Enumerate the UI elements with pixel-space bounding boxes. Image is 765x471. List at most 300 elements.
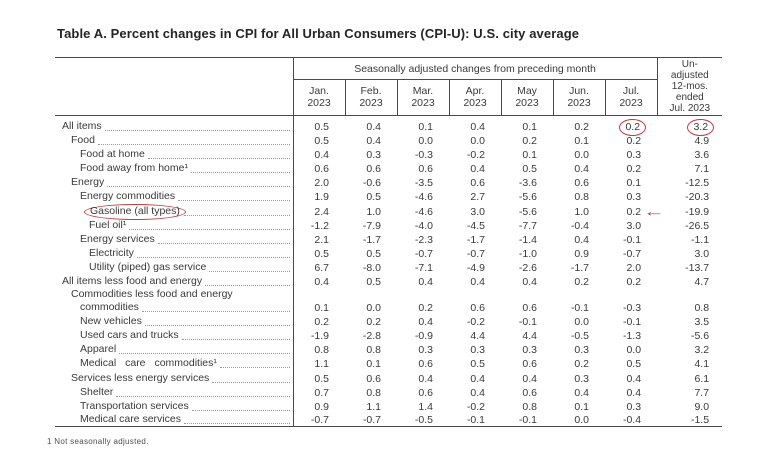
value-cell-12mo (657, 203, 722, 217)
unadjusted-column-header: Un- adjusted 12-mos. ended Jul. 2023 (657, 58, 722, 116)
row-label-text: All items less food and energy (62, 275, 203, 288)
value-cell (605, 274, 657, 288)
table-row (55, 260, 722, 274)
dot-leader (184, 423, 290, 424)
value-text: 0.4 (366, 135, 381, 148)
table-body (55, 116, 722, 427)
value-text: -4.6 (414, 191, 433, 204)
month-header: Apr. 2023 (449, 80, 501, 116)
value-cell-12mo (657, 314, 722, 328)
value-cell (345, 356, 397, 370)
value-text: -4.9 (466, 261, 485, 274)
value-cell (605, 133, 657, 147)
row-label (55, 356, 293, 370)
value-cell (449, 288, 501, 314)
value-cell (553, 385, 605, 399)
value-cell (501, 399, 553, 413)
value-cell-12mo (657, 413, 722, 427)
value-text: 0.5 (522, 163, 537, 176)
value-text: 1.0 (366, 205, 381, 218)
value-text: -5.6 (518, 205, 537, 218)
table-row (55, 399, 722, 413)
value-text: 0.2 (574, 358, 589, 371)
value-cell (397, 189, 449, 203)
value-text: 0.7 (314, 386, 329, 399)
value-text: -1.9 (310, 330, 329, 343)
value-cell (397, 328, 449, 342)
value-cell (501, 116, 553, 134)
value-cell-12mo (657, 133, 722, 147)
value-cell (553, 356, 605, 370)
value-text: 3.2 (694, 344, 710, 357)
value-cell (501, 288, 553, 314)
value-text: 6.7 (314, 261, 329, 274)
row-label-text: Food (71, 134, 95, 147)
value-text: 4.4 (522, 330, 537, 343)
value-text: 0.5 (314, 247, 329, 260)
value-cell (293, 399, 345, 413)
table-row (55, 274, 722, 288)
value-cell (605, 218, 657, 232)
table-row (55, 232, 722, 246)
value-cell-12mo (657, 147, 722, 161)
value-cell (553, 218, 605, 232)
value-text: 4.4 (470, 330, 485, 343)
value-text: 0.4 (418, 316, 433, 329)
value-text: 0.6 (314, 163, 329, 176)
value-text: -0.1 (622, 233, 642, 246)
value-text: -19.9 (685, 205, 710, 218)
dot-leader (182, 339, 290, 340)
value-text: 0.0 (574, 414, 589, 427)
value-cell (345, 370, 397, 384)
value-text: 0.2 (314, 316, 329, 329)
dot-leader (145, 325, 290, 326)
value-cell (345, 232, 397, 246)
value-text: 0.5 (626, 358, 642, 371)
value-cell (345, 147, 397, 161)
value-text: 0.1 (626, 177, 642, 190)
value-text: 0.0 (626, 344, 642, 357)
value-cell (449, 413, 501, 427)
value-cell-12mo (657, 274, 722, 288)
row-label (55, 203, 293, 217)
value-text: 3.0 (470, 205, 485, 218)
value-text: -1.1 (690, 233, 710, 246)
value-text: -2.8 (362, 330, 381, 343)
value-text: 0.6 (418, 358, 433, 371)
table-row (55, 328, 722, 342)
value-cell-12mo (657, 399, 722, 413)
value-cell-12mo (657, 218, 722, 232)
table-row (55, 133, 722, 147)
value-text: -0.4 (570, 219, 589, 232)
value-text: 0.9 (314, 400, 329, 413)
value-cell-12mo (657, 356, 722, 370)
value-text: 0.2 (522, 135, 537, 148)
value-text: 0.5 (314, 135, 329, 148)
value-text: -8.0 (362, 261, 381, 274)
value-cell (345, 246, 397, 260)
value-cell (605, 161, 657, 175)
value-text: 0.8 (694, 302, 710, 315)
value-cell (397, 260, 449, 274)
month-header: Jun. 2023 (553, 80, 605, 116)
value-cell (345, 189, 397, 203)
value-text: 0.1 (418, 121, 433, 133)
row-label-text: Commodities less food and energy (71, 288, 233, 301)
value-cell (501, 260, 553, 274)
row-label (55, 116, 293, 134)
value-cell (553, 260, 605, 274)
table-row (55, 246, 722, 260)
value-cell (345, 385, 397, 399)
value-text: 0.3 (626, 400, 642, 413)
row-label (55, 274, 293, 288)
value-cell (293, 314, 345, 328)
stub-header-cell (55, 58, 293, 116)
value-cell (605, 288, 657, 314)
value-cell (605, 232, 657, 246)
value-cell (501, 147, 553, 161)
value-text: 0.8 (574, 191, 589, 204)
value-text: 0.1 (574, 135, 589, 148)
value-cell (449, 342, 501, 356)
row-label-text: Medical care commodities¹ (80, 357, 217, 370)
value-cell (501, 232, 553, 246)
row-label (55, 189, 293, 203)
value-cell (605, 356, 657, 370)
value-text: 2.0 (314, 177, 329, 190)
footnote: 1 Not seasonally adjusted. (47, 437, 149, 446)
value-cell (553, 175, 605, 189)
value-text: -7.7 (518, 219, 537, 232)
value-text: 0.4 (574, 163, 589, 176)
row-label (55, 288, 293, 314)
value-text: 0.5 (366, 247, 381, 260)
value-cell (345, 288, 397, 314)
value-cell (501, 161, 553, 175)
value-text: 0.8 (366, 386, 381, 399)
month-header: Jul. 2023 (605, 80, 657, 116)
value-cell (345, 342, 397, 356)
value-cell (501, 314, 553, 328)
dot-leader (192, 410, 290, 411)
value-cell (449, 260, 501, 274)
value-cell (501, 203, 553, 217)
value-text: -0.7 (414, 247, 433, 260)
value-cell (449, 385, 501, 399)
value-text: 0.4 (522, 372, 537, 385)
month-header: Mar. 2023 (397, 80, 449, 116)
value-text: 0.8 (522, 400, 537, 413)
table-row (55, 203, 722, 217)
value-text: 0.4 (522, 276, 537, 289)
table-row (55, 218, 722, 232)
value-text: 4.9 (694, 135, 710, 148)
month-header: Feb. 2023 (345, 80, 397, 116)
row-label-text: Services less energy services (71, 371, 210, 384)
value-text: 0.4 (470, 121, 485, 133)
value-text: 0.5 (314, 121, 329, 133)
dot-leader (191, 172, 290, 173)
value-text: 0.2 (626, 135, 642, 148)
value-cell (553, 116, 605, 134)
value-cell (553, 288, 605, 314)
row-label (55, 246, 293, 260)
value-text: -4.5 (466, 219, 485, 232)
value-cell (293, 203, 345, 217)
value-text: 0.4 (314, 149, 329, 162)
value-cell (501, 274, 553, 288)
value-text: 0.6 (522, 358, 537, 371)
value-cell (553, 342, 605, 356)
group-header: Seasonally adjusted changes from preceding month (293, 58, 657, 80)
value-cell (605, 116, 657, 134)
value-text: 0.2 (626, 205, 642, 218)
table-row (55, 147, 722, 161)
value-text: 0.6 (470, 302, 485, 315)
value-cell (345, 218, 397, 232)
value-text: 2.7 (470, 191, 485, 204)
row-label (55, 314, 293, 328)
row-label-text: All items (62, 120, 102, 132)
value-cell (397, 370, 449, 384)
value-text: 0.3 (574, 344, 589, 357)
value-cell (397, 399, 449, 413)
value-cell-12mo (657, 246, 722, 260)
value-cell (553, 147, 605, 161)
dot-leader (107, 186, 289, 187)
value-text: 0.4 (470, 386, 485, 399)
value-text: -3.5 (414, 177, 433, 190)
value-cell (293, 385, 345, 399)
value-cell-12mo (657, 161, 722, 175)
value-cell (605, 370, 657, 384)
value-text: 0.0 (366, 302, 381, 315)
value-text: 0.3 (626, 149, 642, 162)
dot-leader (148, 158, 290, 159)
value-text: 0.6 (574, 177, 589, 190)
value-text: 6.1 (694, 372, 710, 385)
value-text: -0.7 (362, 414, 381, 427)
value-text: -1.7 (362, 233, 381, 246)
value-cell-12mo (657, 116, 722, 134)
value-cell (605, 246, 657, 260)
value-cell (553, 161, 605, 175)
row-label-text: Food away from home¹ (80, 162, 188, 175)
value-cell (397, 385, 449, 399)
red-left-arrow-annotation: ← (643, 203, 666, 219)
dot-leader (105, 130, 290, 131)
value-cell (345, 260, 397, 274)
value-text: -0.3 (622, 302, 642, 315)
table-header (55, 58, 722, 116)
dot-leader (129, 229, 289, 230)
value-cell-12mo (657, 232, 722, 246)
value-cell (397, 203, 449, 217)
value-text: 0.5 (470, 358, 485, 371)
value-text: -0.7 (310, 414, 329, 427)
value-text: -0.1 (466, 414, 485, 427)
value-cell (397, 133, 449, 147)
value-text: -3.6 (518, 177, 537, 190)
value-text: 0.5 (314, 372, 329, 385)
value-text: 0.3 (522, 344, 537, 357)
value-cell (605, 399, 657, 413)
value-cell (397, 274, 449, 288)
value-cell (605, 385, 657, 399)
value-text: 0.1 (314, 302, 329, 315)
value-text: 0.4 (626, 386, 642, 399)
row-label-text: Fuel oil¹ (89, 218, 127, 231)
value-text: 2.1 (314, 233, 329, 246)
value-cell-12mo (657, 385, 722, 399)
value-text: 0.6 (522, 386, 537, 399)
value-cell (397, 246, 449, 260)
value-cell (293, 161, 345, 175)
cpi-table (55, 57, 722, 427)
value-cell (293, 218, 345, 232)
value-cell (501, 133, 553, 147)
page-title: Table A. Percent changes in CPI for All Urban Consumers (CPI-U): U.S. city average (57, 26, 580, 41)
value-text: 0.5 (366, 191, 381, 204)
value-cell (449, 356, 501, 370)
value-text: -0.7 (466, 247, 485, 260)
value-cell (397, 175, 449, 189)
value-cell (553, 274, 605, 288)
value-cell (449, 133, 501, 147)
value-text: 9.0 (694, 400, 710, 413)
value-cell (449, 161, 501, 175)
row-label (55, 260, 293, 274)
circled-row-label-text: Gasoline (all types) (84, 204, 186, 220)
value-cell (345, 314, 397, 328)
value-cell (345, 274, 397, 288)
value-cell (345, 328, 397, 342)
value-text: 0.4 (574, 386, 589, 399)
value-text: 4.7 (694, 276, 710, 289)
value-text: -0.1 (622, 316, 642, 329)
value-text: -7.1 (414, 261, 433, 274)
value-cell (501, 218, 553, 232)
value-cell (397, 116, 449, 134)
value-cell (553, 246, 605, 260)
value-text: 3.5 (694, 316, 710, 329)
value-text: 0.6 (470, 177, 485, 190)
value-cell (501, 246, 553, 260)
value-cell (293, 133, 345, 147)
value-cell (293, 246, 345, 260)
value-cell (553, 413, 605, 427)
value-cell (293, 260, 345, 274)
value-cell (397, 161, 449, 175)
value-text: 0.2 (626, 163, 642, 176)
value-cell (293, 232, 345, 246)
value-cell (605, 203, 666, 219)
value-cell (501, 385, 553, 399)
row-label (55, 175, 293, 189)
row-label-text: Food at home (80, 148, 145, 161)
value-text: 0.1 (522, 149, 537, 162)
value-text: -0.4 (622, 414, 642, 427)
value-text: -2.3 (414, 233, 433, 246)
value-cell-12mo (657, 189, 722, 203)
value-cell (293, 175, 345, 189)
value-cell (501, 356, 553, 370)
value-text: 0.4 (366, 121, 381, 133)
dot-leader (209, 271, 289, 272)
dot-leader (158, 243, 290, 244)
table-row (55, 342, 722, 356)
value-cell (449, 203, 501, 217)
value-cell (449, 246, 501, 260)
value-cell (449, 274, 501, 288)
value-cell (293, 189, 345, 203)
value-text: -7.9 (362, 219, 381, 232)
value-text: 0.0 (470, 135, 485, 148)
dot-leader (119, 353, 289, 354)
row-label (55, 218, 293, 232)
value-cell (293, 342, 345, 356)
value-cell (449, 189, 501, 203)
value-text: 7.1 (694, 163, 710, 176)
row-label-text: Apparel (80, 343, 117, 356)
value-text: 3.0 (694, 247, 710, 260)
value-text: 0.0 (418, 135, 433, 148)
value-text: -0.6 (362, 177, 381, 190)
value-cell (397, 288, 449, 314)
value-text: -0.5 (414, 414, 433, 427)
value-text: 4.1 (694, 358, 710, 371)
red-circle-annotation: 3.2 (687, 119, 714, 136)
value-text: 0.0 (574, 149, 589, 162)
value-cell (605, 147, 657, 161)
value-text: -1.7 (570, 261, 589, 274)
value-cell (605, 328, 657, 342)
month-header: Jan. 2023 (293, 80, 345, 116)
value-cell (293, 370, 345, 384)
value-text: -0.1 (518, 316, 537, 329)
value-text: 0.4 (418, 276, 433, 289)
row-label (55, 147, 293, 161)
value-text: 0.2 (574, 276, 589, 289)
value-cell (553, 189, 605, 203)
row-label-text: Utility (piped) gas service (89, 260, 207, 273)
row-label (55, 342, 293, 356)
value-text: 0.2 (626, 276, 642, 289)
value-cell (397, 232, 449, 246)
value-text: -12.5 (685, 177, 710, 190)
value-cell (345, 175, 397, 189)
value-cell-12mo (657, 260, 722, 274)
dot-leader (205, 285, 289, 286)
value-text: -0.3 (414, 149, 433, 162)
value-cell (293, 274, 345, 288)
row-label-text: Electricity (89, 246, 134, 259)
row-label (55, 232, 293, 246)
value-cell (553, 133, 605, 147)
row-label-text: Used cars and trucks (80, 329, 179, 342)
value-cell (345, 133, 397, 147)
row-label-text: New vehicles (80, 315, 142, 328)
dot-leader (178, 200, 289, 201)
table-row (55, 370, 722, 384)
value-cell (605, 189, 657, 203)
value-text: 0.6 (366, 372, 381, 385)
value-cell (501, 370, 553, 384)
dot-leader (184, 215, 290, 216)
